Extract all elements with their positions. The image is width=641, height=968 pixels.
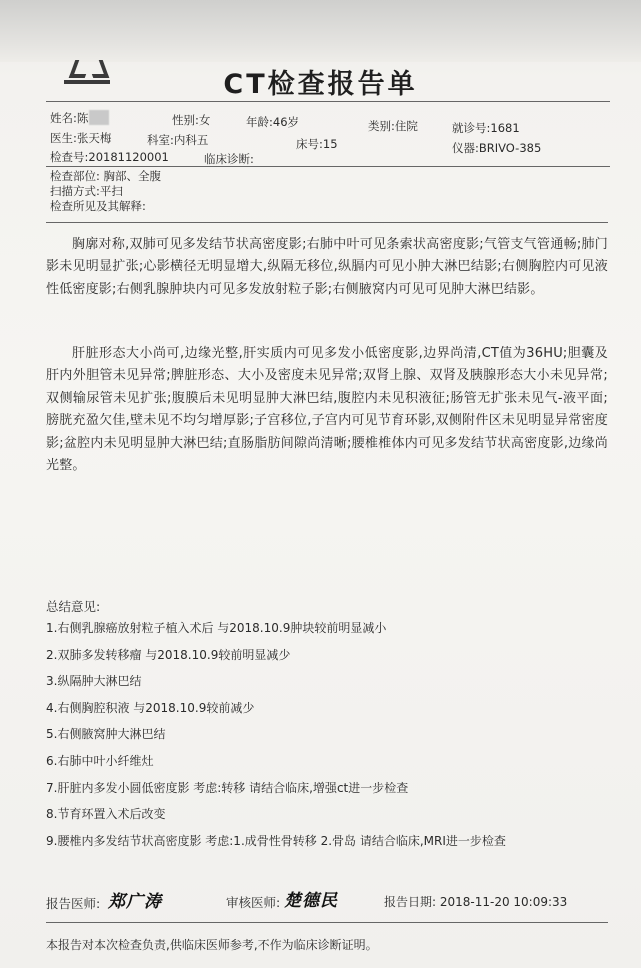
header-top-rule: [46, 101, 610, 102]
findings-top-rule: [46, 222, 608, 223]
disclaimer-footer: 本报告对本次检查负责,供临床医师参考,不作为临床诊断证明。: [46, 938, 378, 952]
category-field: 类别:住院: [368, 119, 418, 133]
report-doctor-label: 报告医师:: [46, 896, 101, 911]
summary-item: 6.右肺中叶小纤维灶: [46, 753, 154, 768]
doctor-field: 医生:张天梅: [50, 131, 112, 145]
department-field: 科室:内科五: [147, 133, 209, 147]
summary-item: 4.右侧胸腔积液 与2018.10.9较前减少: [46, 700, 255, 715]
scan-method-field: 扫描方式:平扫: [50, 184, 123, 198]
scan-shadow-band: [0, 0, 641, 62]
summary-item: 8.节育环置入术后改变: [46, 807, 166, 822]
instrument-field: 仪器:BRIVO-385: [452, 141, 542, 155]
summary-item: 2.双肺多发转移瘤 与2018.10.9较前明显减少: [46, 647, 291, 662]
summary-list: [46, 619, 506, 858]
redacted-name-block: [89, 110, 109, 125]
review-doctor-signature: 楚德民: [284, 891, 338, 911]
findings-label: 检查所见及其解释:: [50, 199, 146, 213]
review-doctor-label: 审核医师:: [226, 895, 281, 910]
bed-field: 床号:15: [296, 137, 338, 151]
summary-item: 9.腰椎内多发结节状高密度影 考虑:1.成骨性骨转移 2.骨岛 请结合临床,MRI进一步检查: [46, 833, 506, 848]
summary-item: 5.右侧腋窝肿大淋巴结: [46, 727, 166, 742]
gender-field: 性别:女: [172, 113, 211, 127]
findings-abdomen-paragraph: 肝脏形态大小尚可,边缘光整,肝实质内可见多发小低密度影,边界尚清,CT值为36HU;胆囊及肝内外胆管未见异常;脾脏形态、大小及密度未见异常;双肾上腺、双肾及胰腺形态大小未见异常;双侧输尿管未见扩张;腹膜后未见明显肿大淋巴结,腹腔内未见积液征;肠管无扩张未见气-液平面;膀胱充盈欠佳,壁未见不均匀增厚影;子宫移位,子宫内可见节育环影,双侧附件区未见明显异常密度影;盆腔内未见明显肿大淋巴结;直肠脂肪间隙尚清晰;腰椎椎体内可见多发结节状高密度影,边缘尚光整。: [46, 346, 608, 474]
exam-site-field: 检查部位: 胸部、全腹: [50, 169, 162, 183]
patient-name-field: 姓名:陈: [50, 110, 109, 126]
summary-item: 7.肝脏内多发小圆低密度影 考虑:转移 请结合临床,增强ct进一步检查: [46, 780, 409, 795]
exam-number-field: 检查号:20181120001: [50, 150, 169, 164]
report-date: 报告日期: 2018-11-20 10:09:33: [384, 895, 568, 909]
findings-chest-paragraph: 胸廓对称,双肺可见多发结节状高密度影;右肺中叶可见条索状高密度影;气管支气管通畅;肺门影未见明显扩张;心影横径无明显增大,纵隔无移位,纵膈内可见小肿大淋巴结影;右侧胸腔内可见液性低密度影;右侧乳腺肿块内可见多发放射粒子影;右侧腋窝内可见可见肿大淋巴结影。: [46, 237, 608, 297]
footer-rule: [46, 922, 608, 923]
report-title: CT检查报告单: [223, 69, 418, 100]
report-doctor-signature: 郑广涛: [108, 892, 162, 912]
summary-item: 1.右侧乳腺癌放射粒子植入术后 与2018.10.9肿块较前明显减小: [46, 621, 387, 635]
summary-item: 3.纵隔肿大淋巴结: [46, 674, 142, 689]
header-bottom-rule: [46, 166, 610, 167]
clinical-diagnosis-field: 临床诊断:: [204, 152, 254, 166]
visit-number-field: 就诊号:1681: [452, 121, 520, 135]
summary-label: 总结意见:: [46, 599, 101, 614]
age-field: 年龄:46岁: [246, 115, 300, 129]
